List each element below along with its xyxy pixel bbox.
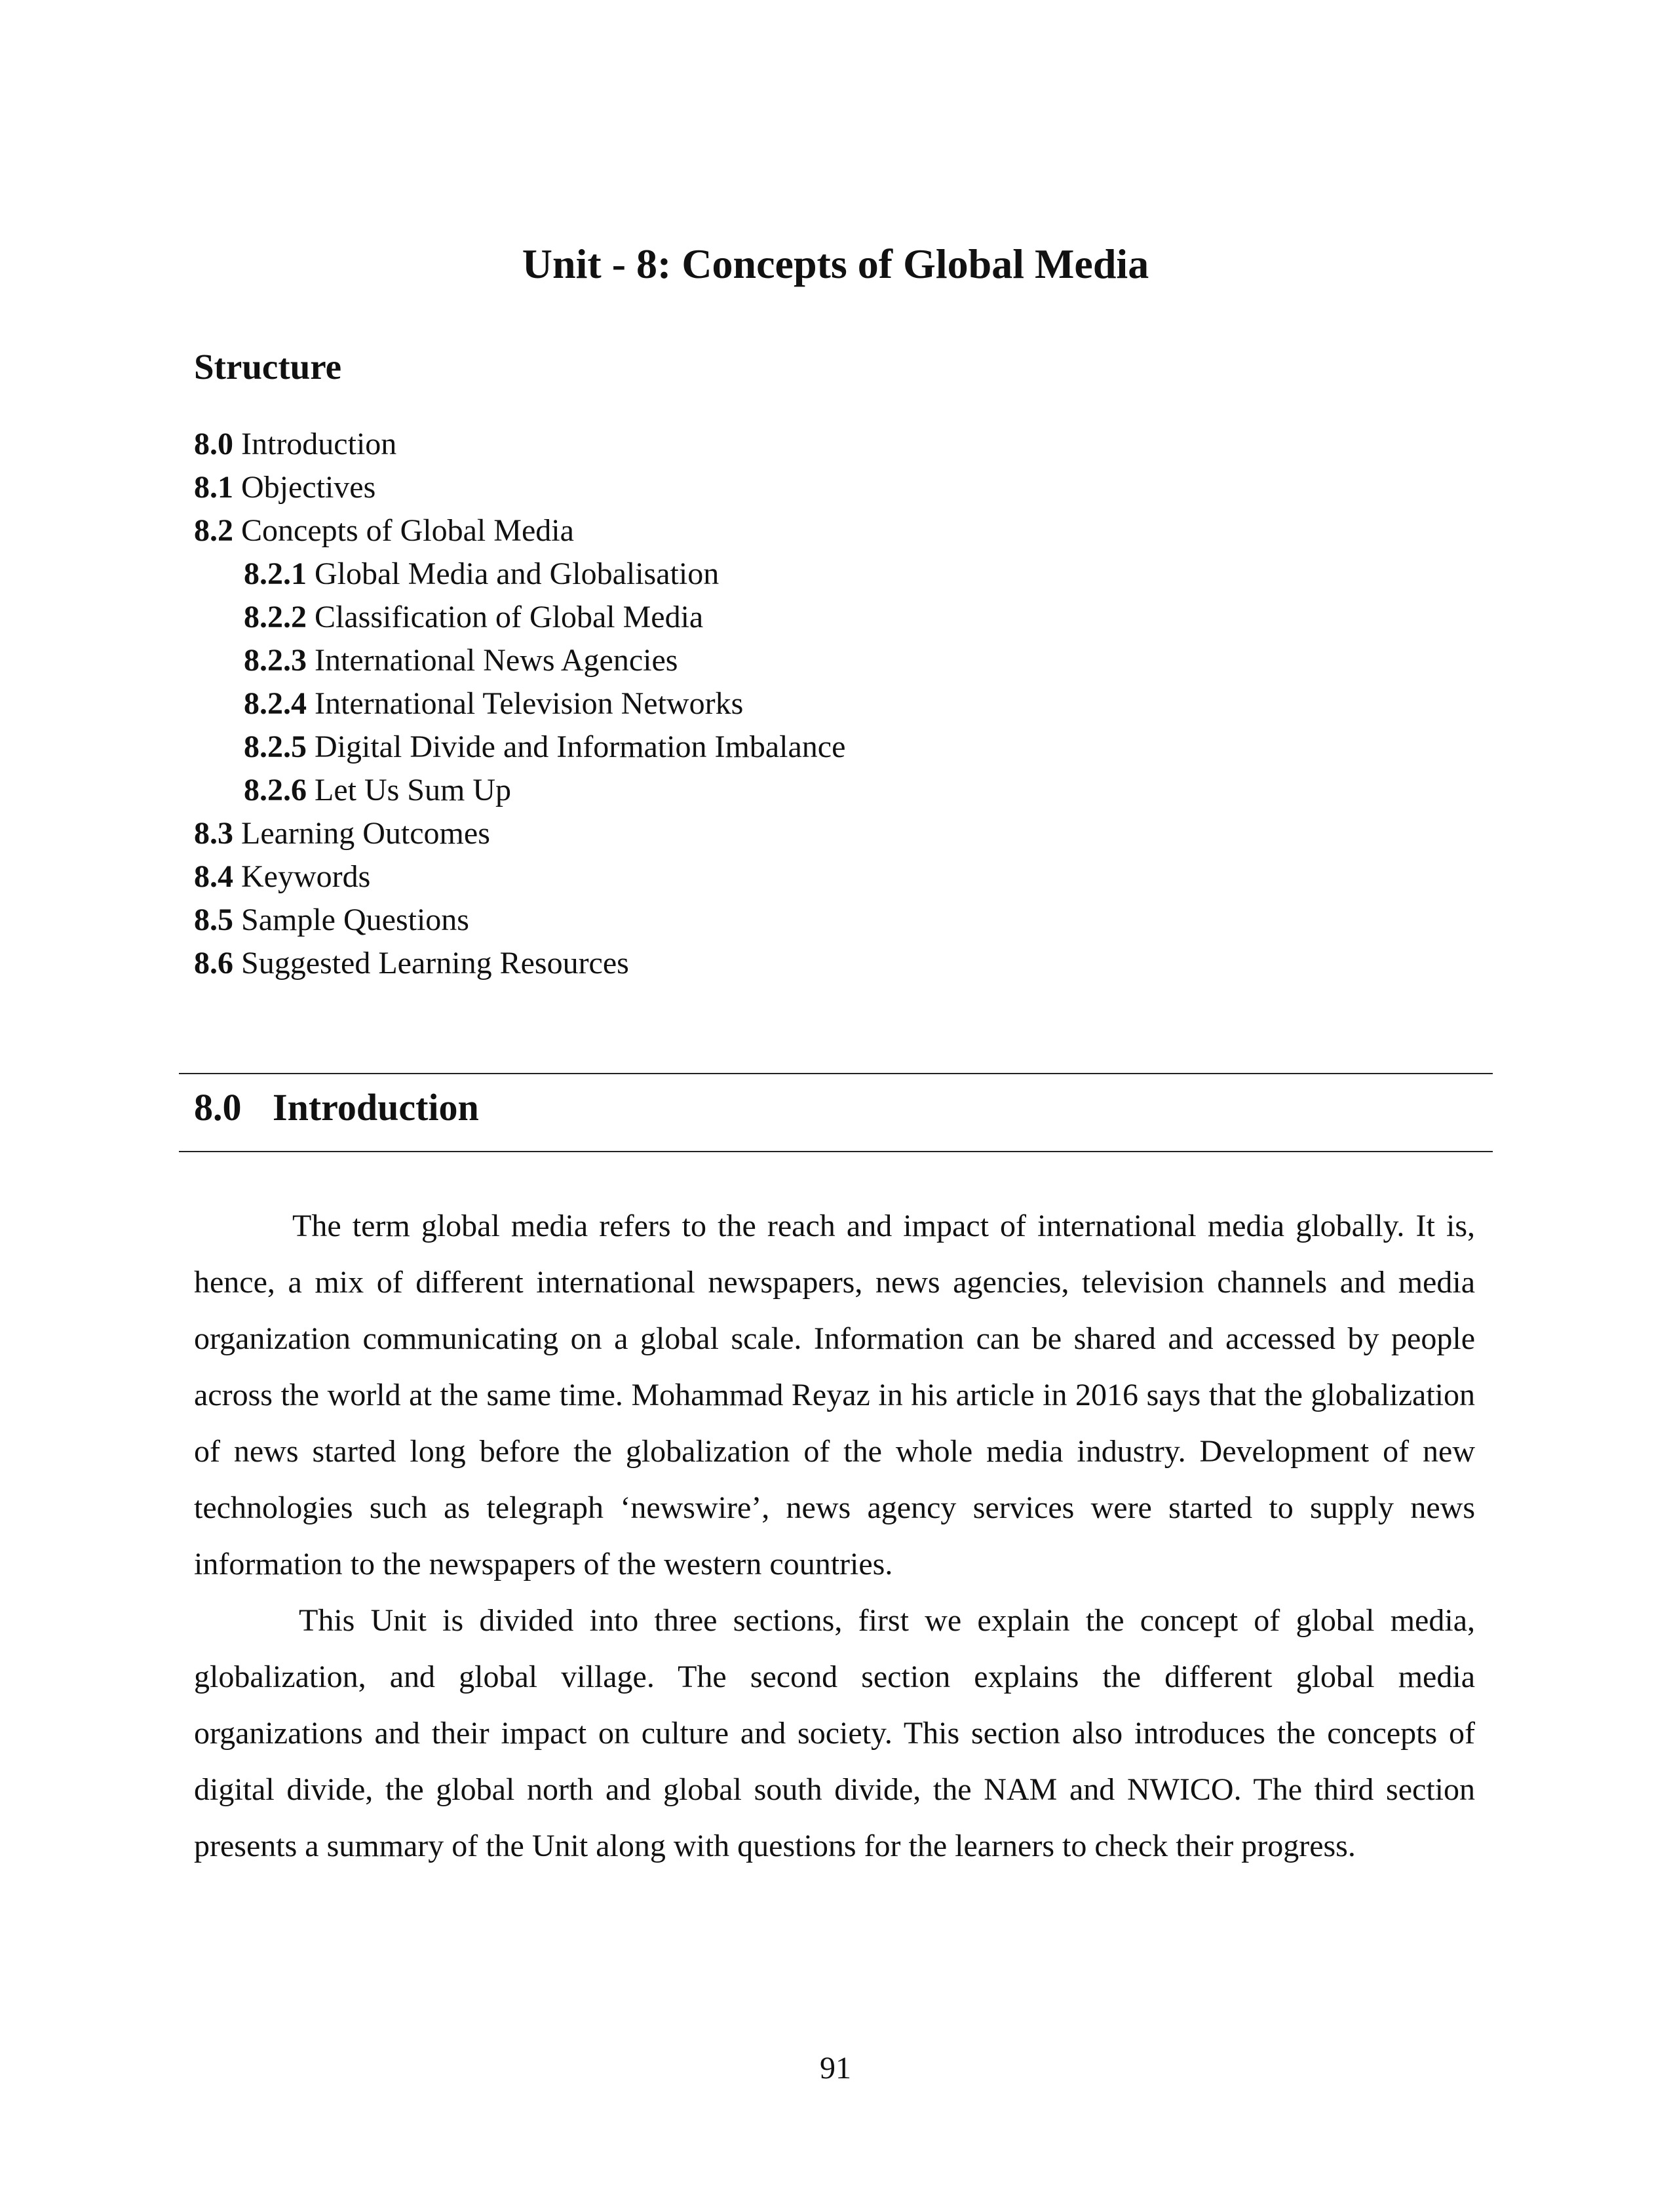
page-number: 91 xyxy=(820,2051,851,2086)
toc-subitem xyxy=(194,596,845,639)
toc-item-text: Global Media and Globalisation xyxy=(315,556,720,591)
toc-item-number: 8.6 xyxy=(194,946,233,980)
body-paragraph: The term global media refers to the reach and impact of international media globally. It is, hence, a mix of different international newspapers, news agencies, television channels and media organization communicating on a global scale. Information can be shared and accessed by people across the world at the same time. Mohammad Reyaz in his article in 2016 says that the globalization of news started long before the globalization of the whole media industry. Development of new technologies such as telegraph ‘newswire’, news agency services were started to supply news information to the newspapers of the western countries. xyxy=(194,1209,1475,1581)
structure-heading: Structure xyxy=(194,347,342,387)
toc-item xyxy=(194,509,845,553)
toc-item-text: Learning Outcomes xyxy=(241,816,490,851)
toc-item xyxy=(194,855,845,899)
toc-item-number: 8.3 xyxy=(194,816,233,851)
toc-subitem xyxy=(194,726,845,769)
toc-item xyxy=(194,812,845,855)
toc-item-number: 8.0 xyxy=(194,427,233,461)
toc-item-text: Sample Questions xyxy=(241,902,469,937)
unit-title: Unit - 8: Concepts of Global Media xyxy=(522,241,1149,287)
toc-item-number: 8.2.6 xyxy=(244,773,307,807)
section-divider-bottom xyxy=(179,1151,1493,1152)
toc-item-number: 8.2.3 xyxy=(244,643,307,678)
toc-item-text: Classification of Global Media xyxy=(315,600,704,634)
section-heading xyxy=(194,1085,479,1131)
toc-item-number: 8.4 xyxy=(194,859,233,894)
toc-item xyxy=(194,899,845,942)
toc-item-number: 8.2.1 xyxy=(244,556,307,591)
toc-item-text: International News Agencies xyxy=(315,643,678,678)
section-title: Introduction xyxy=(273,1086,479,1129)
toc-item-number: 8.2.5 xyxy=(244,729,307,764)
toc-subitem xyxy=(194,769,845,812)
toc-item-number: 8.2.2 xyxy=(244,600,307,634)
toc-item-text: Keywords xyxy=(241,859,371,894)
toc-subitem xyxy=(194,682,845,726)
introduction-body xyxy=(194,1198,1475,1874)
toc-item xyxy=(194,466,845,509)
toc-item-text: Introduction xyxy=(241,427,397,461)
toc-subitem xyxy=(194,639,845,682)
section-divider-top xyxy=(179,1073,1493,1074)
toc-item xyxy=(194,942,845,985)
toc-item-text: Suggested Learning Resources xyxy=(241,946,629,980)
toc-item xyxy=(194,423,845,466)
toc-subitem xyxy=(194,553,845,596)
toc-item-number: 8.2 xyxy=(194,513,233,548)
toc-item-text: Objectives xyxy=(241,470,376,505)
structure-list xyxy=(194,423,845,985)
toc-item-number: 8.5 xyxy=(194,902,233,937)
toc-item-number: 8.2.4 xyxy=(244,686,307,721)
section-number: 8.0 xyxy=(194,1086,242,1129)
toc-item-number: 8.1 xyxy=(194,470,233,505)
toc-item-text: International Television Networks xyxy=(315,686,744,721)
toc-item-text: Concepts of Global Media xyxy=(241,513,574,548)
toc-item-text: Let Us Sum Up xyxy=(315,773,511,807)
body-paragraph: This Unit is divided into three sections, first we explain the concept of global media, globalization, and global village. The second section explains the different global media organizations and their impact on culture and society. This section also introduces the concepts of digital divide, the global north and global south divide, the NAM and NWICO. The third section presents a summary of the Unit along with questions for the learners to check their progress. xyxy=(194,1603,1475,1863)
toc-item-text: Digital Divide and Information Imbalance xyxy=(315,729,846,764)
